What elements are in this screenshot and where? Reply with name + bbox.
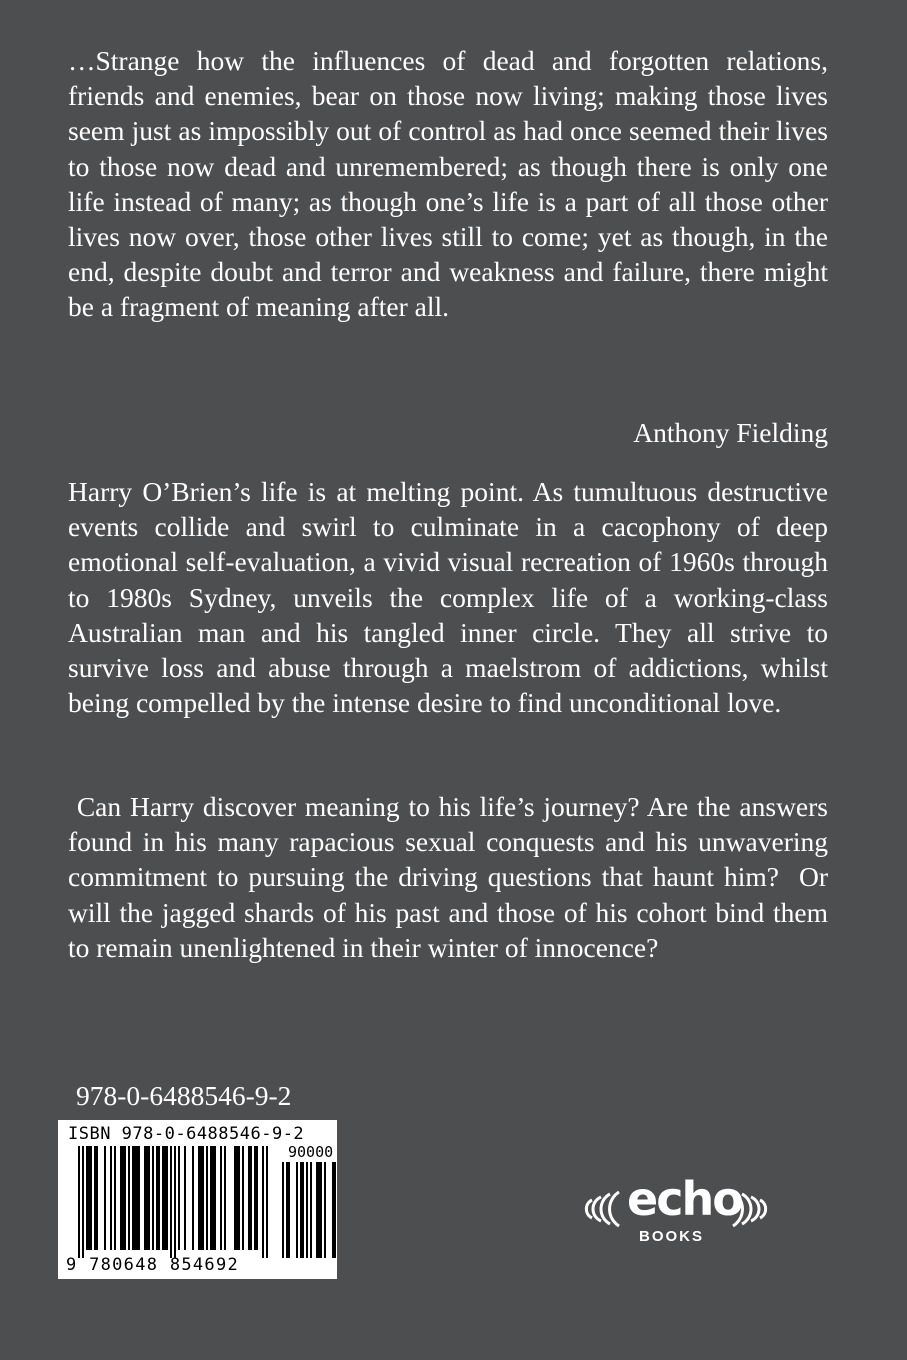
- echo-books-logo: [575, 1170, 785, 1260]
- barcode-bar: [248, 1146, 250, 1250]
- quote-author: Anthony Fielding: [633, 417, 828, 448]
- barcode-addon-bar: [300, 1162, 302, 1258]
- barcode-bar: [210, 1146, 212, 1250]
- blurb-paragraph-1: Harry O’Brien’s life is at melting point. As tumultuous destructive events collide and swirl to culminate in a cacophony of deep emotional self-evaluation, a vivid visual recreation of 1960s through to 1980s Sydney, unveils the complex life of a working-class Australian man and his tangled inner circle. They all strive to survive loss and abuse through a maelstrom of addictions, whilst being compelled by the intense desire to find unconditional love.: [68, 476, 828, 719]
- barcode-bar: [184, 1146, 186, 1250]
- barcode-bar: [136, 1146, 138, 1250]
- barcode-bar: [122, 1146, 124, 1250]
- barcode-bar: [234, 1146, 236, 1250]
- barcode-bar: [162, 1146, 164, 1250]
- barcode-bar: [120, 1146, 122, 1250]
- barcode-bar: [148, 1146, 150, 1250]
- barcode-bar: [158, 1146, 160, 1250]
- barcode: [58, 1120, 337, 1279]
- barcode-isbn-label: ISBN 978-0-6488546-9-2: [68, 1124, 305, 1144]
- barcode-addon-bar: [310, 1162, 312, 1258]
- barcode-bar: [198, 1146, 200, 1250]
- barcode-bar: [132, 1146, 134, 1250]
- barcode-addon-bar: [318, 1162, 320, 1258]
- barcode-bar: [90, 1146, 92, 1250]
- barcode-bar: [104, 1146, 106, 1250]
- logo-subtitle: BOOKS: [639, 1228, 705, 1245]
- barcode-bar: [138, 1146, 140, 1250]
- barcode-bar: [128, 1146, 130, 1250]
- sound-wave-right-icon: [727, 1184, 777, 1234]
- barcode-bar: [96, 1146, 98, 1250]
- barcode-bar: [144, 1146, 146, 1250]
- barcode-addon-bar: [320, 1162, 322, 1258]
- barcode-bar: [242, 1146, 244, 1250]
- barcode-addon-bar: [296, 1162, 298, 1258]
- barcode-bar: [250, 1146, 252, 1250]
- barcode-bar: [152, 1146, 154, 1250]
- barcode-bar: [266, 1146, 268, 1258]
- isbn-number: 978-0-6488546-9-2: [76, 1080, 292, 1111]
- barcode-addon-bar: [288, 1162, 290, 1258]
- barcode-bar: [174, 1146, 176, 1258]
- epigraph-quote: …Strange how the influences of dead and forgotten relations, friends and enemies, bear on those now living; making those lives seem just as impossibly out of control as had once seemed their lives to those now dead and unremembered; as though there is only one life instead of many; as though one’s life is a part of all those other lives now over, those other lives still to come; yet as though, in the end, despite doubt and terror and weakness and failure, there might be a fragment of meaning after all.: [68, 45, 828, 323]
- barcode-bar: [192, 1146, 194, 1250]
- barcode-bar: [206, 1146, 208, 1250]
- barcode-bar: [214, 1146, 216, 1250]
- barcode-bar: [200, 1146, 202, 1250]
- barcode-bar: [262, 1146, 264, 1258]
- barcode-addon-bar: [302, 1162, 304, 1258]
- barcode-bar: [238, 1146, 240, 1250]
- barcode-bar: [178, 1146, 180, 1250]
- barcode-bar: [78, 1146, 80, 1258]
- sound-wave-left-icon: [575, 1184, 625, 1234]
- barcode-bar: [236, 1146, 238, 1250]
- logo-wordmark: echo: [627, 1172, 742, 1226]
- barcode-bar: [156, 1146, 158, 1250]
- barcode-bar: [224, 1146, 226, 1250]
- barcode-bar: [256, 1146, 258, 1250]
- barcode-bar: [166, 1146, 168, 1250]
- barcode-addon-bar: [334, 1162, 336, 1258]
- barcode-digits: 9 780648 854692: [66, 1255, 240, 1275]
- barcode-price-code: 90000: [288, 1143, 334, 1161]
- barcode-bar: [220, 1146, 222, 1250]
- barcode-bar: [254, 1146, 256, 1250]
- barcode-bar: [114, 1146, 116, 1250]
- barcode-bar: [212, 1146, 214, 1250]
- barcode-addon-bar: [324, 1162, 326, 1258]
- barcode-bar: [88, 1146, 90, 1250]
- barcode-addon-bar: [286, 1162, 288, 1258]
- barcode-bar: [124, 1146, 126, 1250]
- barcode-addon-bar: [282, 1162, 284, 1258]
- barcode-addon-bar: [306, 1162, 308, 1258]
- barcode-bar: [86, 1146, 88, 1250]
- barcode-bar: [134, 1146, 136, 1250]
- barcode-bar: [146, 1146, 148, 1250]
- barcode-bar: [164, 1146, 166, 1250]
- barcode-addon-bar: [332, 1162, 334, 1258]
- barcode-bar: [202, 1146, 204, 1250]
- barcode-addon-bar: [316, 1162, 318, 1258]
- barcode-bar: [170, 1146, 172, 1258]
- barcode-bar: [82, 1146, 84, 1258]
- blurb-paragraph-2: Can Harry discover meaning to his life’s journey? Are the answers found in his many rapacious sexual conquests and his unwavering commitment to pursuing the driving questions that haunt him? Or will the jagged shards of his past and those of his cohort bind them to remain unenlightened in their winter of innocence?: [68, 791, 835, 963]
- barcode-bar: [94, 1146, 96, 1250]
- barcode-bar: [110, 1146, 112, 1250]
